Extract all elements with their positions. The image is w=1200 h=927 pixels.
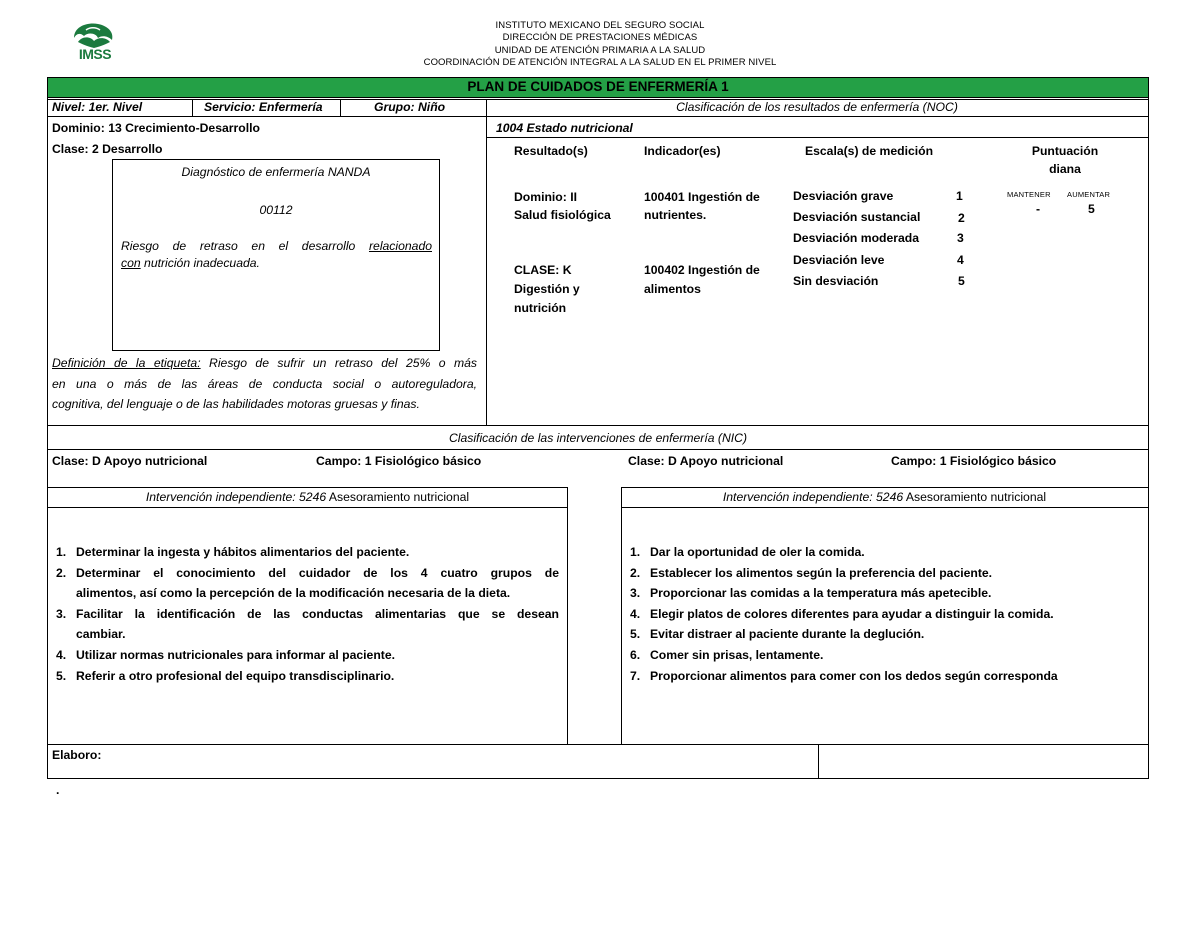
nanda-code: 00112	[259, 203, 293, 217]
list-item: 2. Establecer los alimentos según la preferencia del paciente.	[630, 565, 993, 580]
salud-fisiologica: Salud fisiológica	[514, 208, 611, 222]
nanda-definition	[52, 353, 477, 415]
digestion: Digestión y	[514, 282, 580, 296]
right-intervention-list	[622, 542, 1142, 686]
nic-heading: Clasificación de las intervenciones de enfermería (NIC)	[448, 431, 748, 445]
list-item: 1. Dar la oportunidad de oler la comida.	[630, 545, 865, 559]
aumentar-label: AUMENTAR	[1067, 190, 1111, 199]
servicio-cell: Servicio: Enfermería	[204, 100, 323, 114]
scale-value: 4	[957, 253, 964, 267]
scale-value: 2	[958, 211, 965, 225]
definition-line2: en una o más de las áreas de conducta social o autoreguladora,	[52, 376, 477, 391]
nic-right-clase: Clase: D Apoyo nutricional	[628, 454, 784, 468]
list-item: 6. Comer sin prisas, lentamente.	[630, 647, 824, 662]
scale-label: Desviación grave	[793, 189, 894, 203]
clase-k: CLASE: K	[514, 263, 572, 277]
scale-label: Sin desviación	[793, 274, 879, 288]
risk-suffix: nutrición inadecuada.	[144, 256, 260, 270]
risk-prefix: Riesgo de retraso en el desarrollo	[121, 239, 356, 253]
scale-label: Desviación sustancial	[793, 210, 921, 224]
header-direction: DIRECCIÓN DE PRESTACIONES MÉDICAS	[502, 32, 698, 43]
plan-title: PLAN DE CUIDADOS DE ENFERMERÍA 1	[467, 79, 729, 94]
indicator-1-line2: nutrientes.	[644, 208, 707, 222]
indicator-1-line1: 100401 Ingestión de	[644, 190, 760, 204]
list-item: 1. Determinar la ingesta y hábitos alimentarios del paciente.	[56, 545, 410, 559]
nic-left-campo: Campo: 1 Fisiológico básico	[316, 454, 482, 468]
list-item: 4. Utilizar normas nutricionales para informar al paciente.	[56, 647, 395, 662]
nanda-risk	[121, 238, 432, 272]
list-item: 7. Proporcionar alimentos para comer con los dedos según corresponda	[630, 668, 1058, 683]
col-puntuacion-1: Puntuación	[1031, 144, 1099, 158]
noc-heading: Clasificación de los resultados de enfermería (NOC)	[676, 100, 958, 114]
nic-right-campo: Campo: 1 Fisiológico básico	[891, 454, 1057, 468]
definition-label: Definición de la etiqueta:	[52, 356, 201, 370]
clase-label: Clase: 2 Desarrollo	[52, 142, 163, 156]
indicator-2-line2: alimentos	[644, 282, 701, 296]
nivel-cell: Nivel: 1er. Nivel	[52, 100, 143, 114]
right-intervention-name: Asesoramiento nutricional	[903, 490, 1047, 504]
left-intervention-header	[47, 490, 568, 505]
mantener-label: MANTENER	[1007, 190, 1051, 199]
left-intervention-name: Asesoramiento nutricional	[326, 490, 470, 504]
col-indicador: Indicador(es)	[644, 144, 721, 158]
mantener-value: -	[1036, 202, 1041, 216]
scale-label: Desviación leve	[793, 253, 885, 267]
col-puntuacion-2: diana	[1049, 162, 1081, 176]
list-item: 3. Facilitar la identificación de las conductas alimentarias que se desean cambiar.	[56, 606, 559, 642]
scale-value: 3	[957, 231, 964, 245]
scale-value: 5	[958, 274, 965, 288]
definition-line3: cognitiva, del lenguaje o de las habilidades motoras gruesas y finas.	[52, 397, 420, 411]
left-intervention-code: Intervención independiente: 5246	[145, 490, 327, 504]
con-word: con	[121, 256, 141, 270]
right-intervention-header	[621, 490, 1148, 505]
list-item: 5. Evitar distraer al paciente durante la deglución.	[630, 627, 925, 642]
col-resultado: Resultado(s)	[514, 144, 588, 158]
scale-value: 1	[956, 189, 963, 203]
list-item: 2. Determinar el conocimiento del cuidador de los 4 cuatro grupos de alimentos, así como la percepción de la modificación necesaria de la dieta.	[56, 565, 559, 601]
nic-left-clase: Clase: D Apoyo nutricional	[52, 454, 208, 468]
list-item: 4. Elegir platos de colores diferentes para ayudar a distinguir la comida.	[630, 606, 1054, 621]
dominio-label: Dominio: 13 Crecimiento-Desarrollo	[52, 121, 260, 135]
definition-line1: Riesgo de sufrir un retraso del 25% o más	[209, 356, 477, 370]
elaboro-label: Elaboro:	[52, 748, 102, 762]
list-item: 5. Referir a otro profesional del equipo transdisciplinario.	[56, 668, 395, 683]
logo-text: IMSS	[78, 46, 112, 62]
grupo-cell: Grupo: Niño	[374, 100, 446, 114]
nanda-title: Diagnóstico de enfermería NANDA	[181, 165, 371, 179]
nutricion: nutrición	[514, 301, 567, 315]
related-word: relacionado	[368, 239, 432, 253]
scale-label: Desviación moderada	[793, 231, 919, 245]
header-unit: UNIDAD DE ATENCIÓN PRIMARIA A LA SALUD	[494, 45, 706, 56]
indicator-2-line1: 100402 Ingestión de	[644, 263, 760, 277]
dominio-ii: Dominio: II	[514, 190, 577, 204]
right-intervention-code: Intervención independiente: 5246	[722, 490, 904, 504]
footer-dot: .	[56, 783, 60, 797]
aumentar-value: 5	[1088, 202, 1095, 216]
left-intervention-list	[48, 542, 559, 686]
header-coordination: COORDINACIÓN DE ATENCIÓN INTEGRAL A LA SALUD EN EL PRIMER NIVEL	[423, 57, 777, 68]
list-item: 3. Proporcionar las comidas a la temperatura más apetecible.	[630, 586, 992, 601]
col-escala: Escala(s) de medición	[805, 144, 934, 158]
header-institution: INSTITUTO MEXICANO DEL SEGURO SOCIAL	[495, 20, 705, 31]
noc-code: 1004 Estado nutricional	[496, 121, 633, 135]
